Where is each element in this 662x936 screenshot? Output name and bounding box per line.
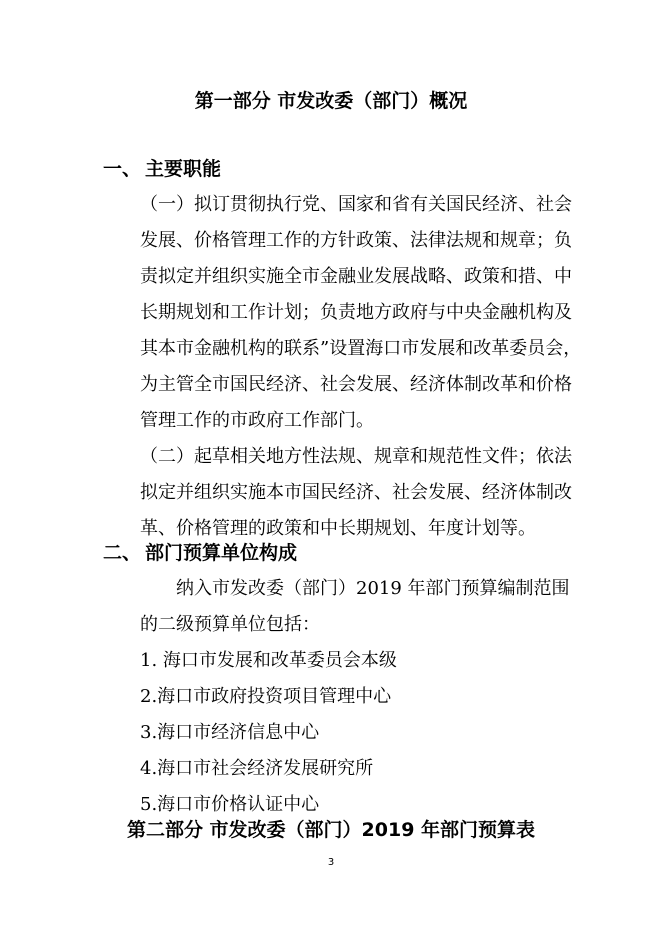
section1-line-2: 发展、价格管理工作的方针政策、法律法规和规章；负 — [140, 230, 572, 251]
part1-title: 第一部分 市发改委（部门）概况 — [194, 90, 468, 112]
section1-line-1: （一）拟订贯彻执行党、国家和省有关国民经济、社会 — [140, 194, 572, 215]
section2-heading — [103, 538, 297, 565]
section1-line-5: 其本市金融机构的联系”设置海口市发展和改革委员会， — [140, 338, 582, 359]
section2-title: 部门预算单位构成 — [145, 542, 298, 564]
unit-list-item-1: 1. 海口市发展和改革委员会本级 — [140, 650, 397, 671]
section1-line-4: 长期规划和工作计划；负责地方政府与中央金融机构及 — [140, 302, 572, 323]
page-number: 3 — [327, 857, 335, 868]
section1-line-3: 责拟定并组织实施全市金融业发展战略、政策和措、中 — [140, 266, 572, 287]
section1-line-8: （二）起草相关地方性法规、规章和规范性文件；依法 — [140, 446, 572, 467]
section2-intro-line-2: 的二级预算单位包括： — [140, 614, 320, 635]
section1-line-10: 革、价格管理的政策和中长期规划、年度计划等。 — [140, 518, 536, 539]
section1-line-7: 管理工作的市政府工作部门。 — [140, 410, 374, 431]
section2-number: 二、 — [103, 542, 142, 564]
section1-number: 一、 — [103, 158, 142, 180]
unit-list-item-5: 5.海口市价格认证中心 — [140, 794, 320, 815]
section1-heading — [103, 154, 221, 181]
section2-intro-line-1: 纳入市发改委（部门）2019 年部门预算编制范围 — [176, 578, 570, 599]
unit-list-item-2: 2.海口市政府投资项目管理中心 — [140, 686, 392, 707]
section1-title: 主要职能 — [145, 158, 222, 180]
part2-title: 第二部分 市发改委（部门）2019 年部门预算表 — [126, 819, 536, 841]
unit-list-item-3: 3.海口市经济信息中心 — [140, 722, 320, 743]
section1-line-6: 为主管全市国民经济、社会发展、经济体制改革和价格 — [140, 374, 572, 395]
section1-line-9: 拟定并组织实施本市国民经济、社会发展、经济体制改 — [140, 482, 572, 503]
unit-list-item-4: 4.海口市社会经济发展研究所 — [140, 758, 374, 779]
